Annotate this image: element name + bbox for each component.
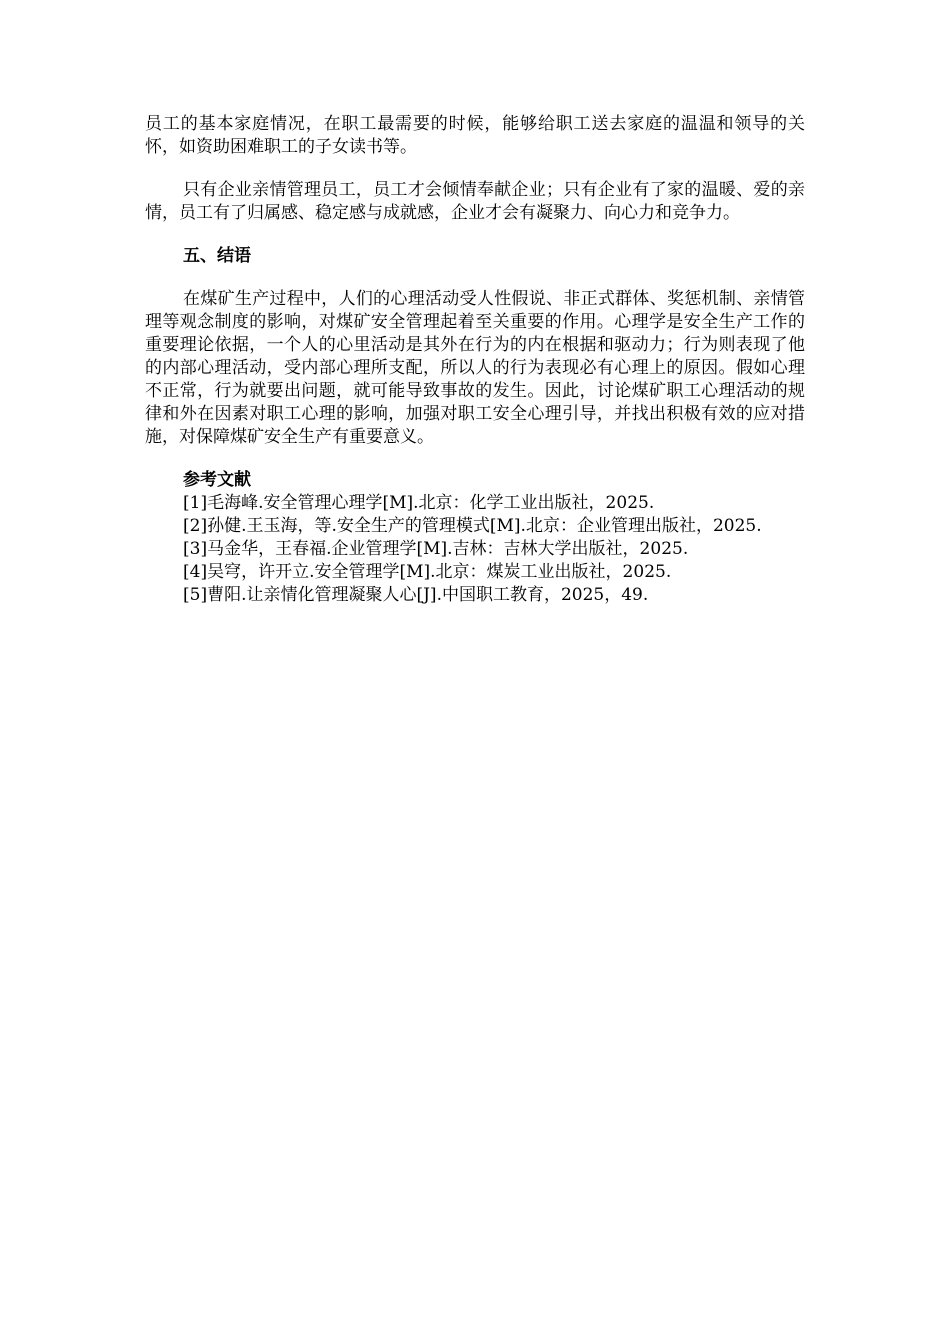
reference-list: [145, 492, 805, 607]
paragraph-conclusion: 在煤矿生产过程中，人们的心理活动受人性假说、非正式群体、奖惩机制、亲情管理等观念制度的影响，对煤矿安全管理起着至关重要的作用。心理学是安全生产工作的重要理论依据，一个人的心里活动是其外在行为的内在根据和驱动力；行为则表现了他的内部心理活动，受内部心理所支配，所以人的行为表现必有心理上的原因。假如心理不正常，行为就要出问题，就可能导致事故的发生。因此，讨论煤矿职工心理活动的规律和外在因素对职工心理的影响，加强对职工安全心理引导，并找出积极有效的应对措施，对保障煤矿安全生产有重要意义。: [145, 289, 805, 447]
reference-item: [2]孙健.王玉海，等.安全生产的管理模式[M].北京：企业管理出版社，2025.: [183, 516, 762, 536]
reference-item: [3]马金华，王春福.企业管理学[M].吉林：吉林大学出版社，2025.: [183, 539, 689, 559]
paragraph-continued: 员工的基本家庭情况，在职工最需要的时候，能够给职工送去家庭的温温和领导的关怀，如资助困难职工的子女读书等。: [145, 114, 805, 157]
reference-item: [4]吴穹，许开立.安全管理学[M].北京：煤炭工业出版社，2025.: [183, 562, 672, 582]
references-heading: 参考文献: [183, 470, 251, 490]
paragraph-family-management: 只有企业亲情管理员工，员工才会倾情奉献企业；只有企业有了家的温暖、爱的亲情，员工有了归属感、稳定感与成就感，企业才会有凝聚力、向心力和竞争力。: [145, 180, 805, 223]
section-heading-conclusion: 五、结语: [183, 246, 251, 266]
reference-item: [1]毛海峰.安全管理心理学[M].北京：化学工业出版社，2025.: [183, 493, 655, 513]
reference-item: [5]曹阳.让亲情化管理凝聚人心[J].中国职工教育，2025，49.: [183, 585, 649, 605]
document-page: [145, 113, 805, 607]
